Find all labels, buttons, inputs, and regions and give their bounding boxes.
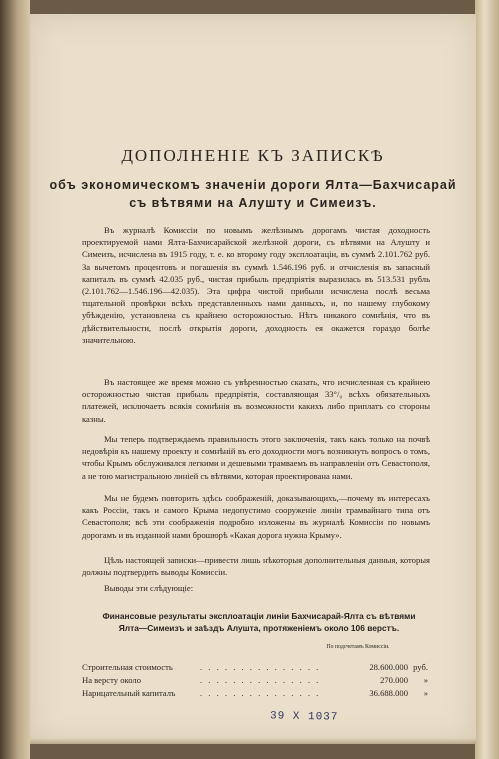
row-unit: » — [423, 675, 428, 685]
book-edge-right — [475, 0, 499, 759]
book-spine-left — [0, 0, 30, 759]
paragraph-3: Мы теперь подтверждаемъ правильность этого заключенія, такъ какъ только на почвѣ недовѣрія къ нашему проекту и сомнѣній въ его доходности могъ возникнуть вопросъ о томъ, чтобы Крымъ обслуживался легкими и дешевыми трамваемъ въ направленіи отъ Севастополя, а не тою магистральною линіей съ вѣтвями, которая проектирована нами. — [82, 434, 430, 481]
table-row — [82, 675, 428, 688]
leader-dots: . . . . . . . . . . . . . . . — [200, 688, 321, 698]
paragraph-1: Въ журналѣ Комиссіи по новымъ желѣзнымъ дорогамъ чистая доходность проектируемой нами Ялта-Бахчисарайской желѣзной дороги, съ вѣтвями на Алушту и Симеизъ, исчислена въ 1915 году, т. е. ко второму году эксплоатаціи, въ суммѣ 2.101.762 руб. За вычетомъ процентовъ и погашенія въ суммѣ 1.546.196 руб. и отчисленія въ запасный капиталъ въ суммѣ 42.035 руб., чистая прибыль предпріятія выразилась въ 513.531 рубль (2.101.762—1.546.196—42.035). Эта цифра чистой прибыли исчислена послѣ весьма тщательной провѣрки всѣхъ представленныхъ нами данныхъ, и, по нашему глубокому убѣжденію, установлена съ крайнею осторожностью. Нѣтъ никакого сомнѣнія, что въ дѣйствительности, послѣ открытія дороги, доходность ея окажется гораздо болѣе значительною. — [82, 225, 430, 345]
row-value: 28.600.000 — [369, 662, 408, 672]
leader-dots: . . . . . . . . . . . . . . . — [200, 675, 321, 685]
document-page — [30, 14, 476, 744]
library-stamp: 39 X 1037 — [269, 710, 339, 724]
document-subtitle-line1: объ экономическомъ значеніи дороги Ялта—Бахчисарай — [49, 178, 457, 192]
column-note: По подсчетамъ Комиссіи. — [326, 644, 390, 650]
row-label: Нарицательный капиталъ — [82, 688, 176, 698]
paragraph-6: Выводы эти слѣдующіе: — [104, 583, 194, 593]
row-label: На версту около — [82, 675, 141, 685]
table-row — [82, 688, 428, 701]
row-value: 36.688.000 — [369, 688, 408, 698]
document-subtitle-line2: съ вѣтвями на Алушту и Симеизъ. — [129, 196, 377, 210]
financial-results-title: Финансовые результаты эксплоатаціи линіи Бахчисарай-Ялта съ вѣтвями Ялта—Симеизъ и заѣздъ Алушта, протяженіемъ около 106 верстъ. — [102, 611, 416, 633]
row-value: 270.000 — [380, 675, 408, 685]
page-bottom-shadow — [30, 738, 476, 744]
leader-dots: . . . . . . . . . . . . . . . — [200, 662, 321, 672]
table-row — [82, 662, 428, 675]
paragraph-5: Цѣль настоящей записки—привести лишь нѣкоторыя дополнительныя данныя, которыя должны подтвердить выводы Комиссіи. — [82, 555, 430, 578]
row-unit: » — [423, 688, 428, 698]
paragraph-4: Мы не будемъ повторить здѣсь соображеній, доказывающихъ,—почему въ интересахъ какъ Россіи, такъ и самого Крыма недопустимо сооруженіе линіи трамвайнаго типа отъ Севастополя; всѣ эти соображенія подробно изложены въ журналѣ Комиссіи по новымъ дорогамъ и въ изданной нами брошюрѣ «Какая дорога нужна Крыму». — [82, 493, 430, 540]
paragraph-2: Въ настоящее же время можно съ увѣренностью сказать, что исчисленная съ крайнею осторожностью чистая прибыль предпріятія, составляющая 33°/₀ всѣхъ обязательныхъ платежей, исключаетъ всякія сомнѣнія въ возможности какихъ либо приплатъ со стороны казны. — [82, 377, 430, 424]
document-title: ДОПОЛНЕНІЕ КЪ ЗАПИСКѢ — [121, 146, 385, 165]
row-label: Строительная стоимость — [82, 662, 173, 672]
row-unit: руб. — [413, 662, 428, 672]
